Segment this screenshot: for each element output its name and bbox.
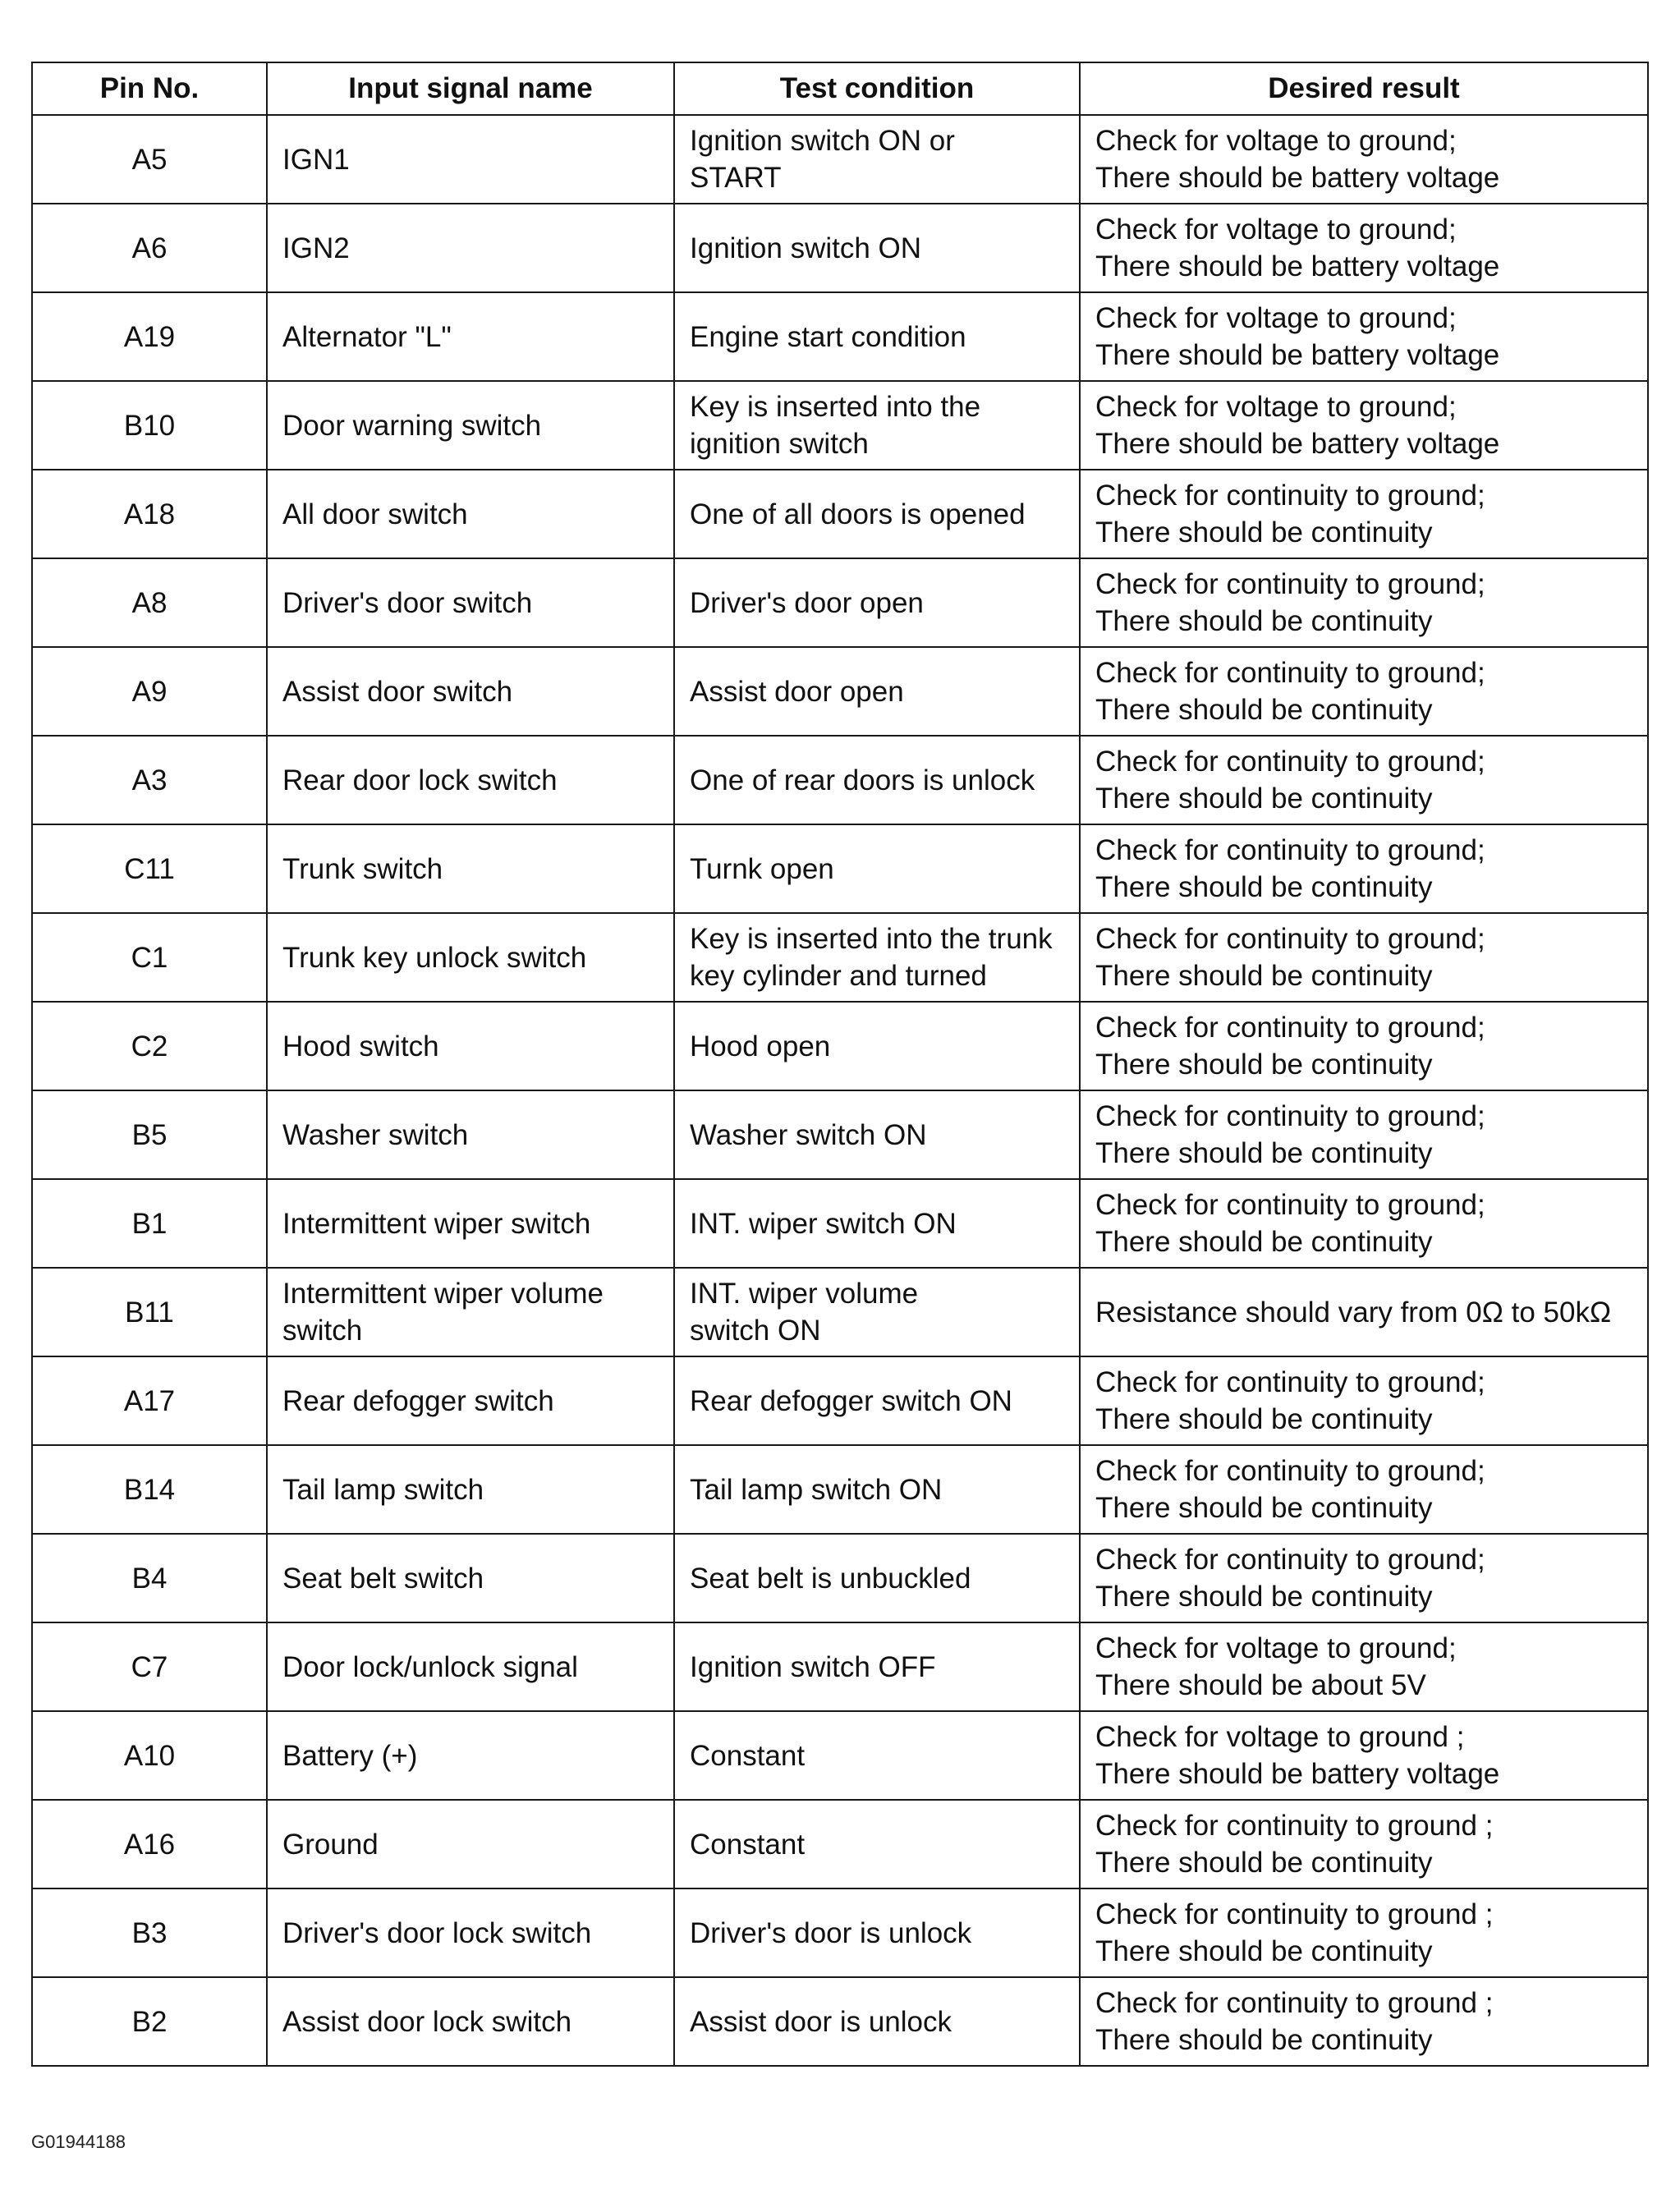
cell-pin-no: C7 bbox=[32, 1622, 267, 1711]
cell-pin-no: B4 bbox=[32, 1534, 267, 1622]
cell-test-condition: Turnk open bbox=[674, 824, 1080, 913]
cell-pin-no: B1 bbox=[32, 1179, 267, 1268]
table-row bbox=[32, 1179, 1648, 1268]
table-row bbox=[32, 292, 1648, 381]
cell-desired-result: Check for continuity to ground ; There should be continuity bbox=[1080, 1977, 1648, 2066]
cell-input-signal-name: Washer switch bbox=[267, 1090, 674, 1179]
cell-test-condition: Driver's door is unlock bbox=[674, 1888, 1080, 1977]
figure-code: G01944188 bbox=[31, 2132, 126, 2152]
cell-test-condition: INT. wiper volume switch ON bbox=[674, 1268, 1080, 1356]
table-row bbox=[32, 115, 1648, 204]
pin-test-table bbox=[31, 62, 1649, 2067]
table-row bbox=[32, 1090, 1648, 1179]
cell-pin-no: C1 bbox=[32, 913, 267, 1002]
cell-test-condition: INT. wiper switch ON bbox=[674, 1179, 1080, 1268]
cell-desired-result: Check for voltage to ground; There should be battery voltage bbox=[1080, 292, 1648, 381]
cell-desired-result: Check for continuity to ground; There should be continuity bbox=[1080, 736, 1648, 824]
cell-pin-no: A18 bbox=[32, 470, 267, 558]
cell-test-condition: Seat belt is unbuckled bbox=[674, 1534, 1080, 1622]
header-input-signal-name: Input signal name bbox=[267, 62, 674, 115]
cell-test-condition: Driver's door open bbox=[674, 558, 1080, 647]
cell-input-signal-name: Rear defogger switch bbox=[267, 1356, 674, 1445]
cell-test-condition: One of all doors is opened bbox=[674, 470, 1080, 558]
table-row bbox=[32, 1888, 1648, 1977]
cell-input-signal-name: IGN1 bbox=[267, 115, 674, 204]
cell-test-condition: Key is inserted into the trunk key cylinder and turned bbox=[674, 913, 1080, 1002]
cell-input-signal-name: Driver's door switch bbox=[267, 558, 674, 647]
cell-input-signal-name: Tail lamp switch bbox=[267, 1445, 674, 1534]
table-row bbox=[32, 381, 1648, 470]
cell-input-signal-name: Intermittent wiper volume switch bbox=[267, 1268, 674, 1356]
cell-input-signal-name: Ground bbox=[267, 1800, 674, 1888]
table-row bbox=[32, 1711, 1648, 1800]
cell-test-condition: Washer switch ON bbox=[674, 1090, 1080, 1179]
header-pin-no: Pin No. bbox=[32, 62, 267, 115]
cell-input-signal-name: Alternator "L" bbox=[267, 292, 674, 381]
cell-desired-result: Check for continuity to ground; There should be continuity bbox=[1080, 1002, 1648, 1090]
cell-test-condition: Constant bbox=[674, 1800, 1080, 1888]
cell-input-signal-name: Rear door lock switch bbox=[267, 736, 674, 824]
cell-input-signal-name: Trunk switch bbox=[267, 824, 674, 913]
cell-desired-result: Check for continuity to ground; There should be continuity bbox=[1080, 824, 1648, 913]
cell-pin-no: A16 bbox=[32, 1800, 267, 1888]
cell-pin-no: A9 bbox=[32, 647, 267, 736]
cell-pin-no: A6 bbox=[32, 204, 267, 292]
cell-input-signal-name: All door switch bbox=[267, 470, 674, 558]
table-row bbox=[32, 1534, 1648, 1622]
cell-test-condition: Constant bbox=[674, 1711, 1080, 1800]
cell-pin-no: B3 bbox=[32, 1888, 267, 1977]
cell-desired-result: Check for continuity to ground ; There should be continuity bbox=[1080, 1888, 1648, 1977]
cell-desired-result: Check for continuity to ground; There should be continuity bbox=[1080, 1356, 1648, 1445]
cell-pin-no: A3 bbox=[32, 736, 267, 824]
cell-input-signal-name: Assist door lock switch bbox=[267, 1977, 674, 2066]
cell-pin-no: B5 bbox=[32, 1090, 267, 1179]
cell-test-condition: Key is inserted into the ignition switch bbox=[674, 381, 1080, 470]
table-row bbox=[32, 1268, 1648, 1356]
cell-input-signal-name: Intermittent wiper switch bbox=[267, 1179, 674, 1268]
cell-test-condition: Ignition switch ON or START bbox=[674, 115, 1080, 204]
cell-test-condition: Assist door open bbox=[674, 647, 1080, 736]
cell-test-condition: Engine start condition bbox=[674, 292, 1080, 381]
table-row bbox=[32, 1622, 1648, 1711]
cell-pin-no: B14 bbox=[32, 1445, 267, 1534]
cell-desired-result: Check for continuity to ground; There should be continuity bbox=[1080, 1534, 1648, 1622]
table-row bbox=[32, 1445, 1648, 1534]
cell-desired-result: Check for voltage to ground; There should be battery voltage bbox=[1080, 381, 1648, 470]
cell-desired-result: Check for continuity to ground ; There should be continuity bbox=[1080, 1800, 1648, 1888]
cell-pin-no: B10 bbox=[32, 381, 267, 470]
cell-input-signal-name: Door lock/unlock signal bbox=[267, 1622, 674, 1711]
cell-pin-no: B11 bbox=[32, 1268, 267, 1356]
table-row bbox=[32, 1356, 1648, 1445]
cell-desired-result: Resistance should vary from 0Ω to 50kΩ bbox=[1080, 1268, 1648, 1356]
table-row bbox=[32, 824, 1648, 913]
table-row bbox=[32, 736, 1648, 824]
cell-input-signal-name: Door warning switch bbox=[267, 381, 674, 470]
table-row bbox=[32, 913, 1648, 1002]
table-row bbox=[32, 1800, 1648, 1888]
table-row bbox=[32, 558, 1648, 647]
cell-desired-result: Check for continuity to ground; There should be continuity bbox=[1080, 1090, 1648, 1179]
cell-pin-no: C11 bbox=[32, 824, 267, 913]
table-row bbox=[32, 1002, 1648, 1090]
cell-test-condition: Hood open bbox=[674, 1002, 1080, 1090]
table-row bbox=[32, 470, 1648, 558]
cell-desired-result: Check for voltage to ground; There should be battery voltage bbox=[1080, 204, 1648, 292]
cell-test-condition: Ignition switch ON bbox=[674, 204, 1080, 292]
cell-pin-no: C2 bbox=[32, 1002, 267, 1090]
table-row bbox=[32, 204, 1648, 292]
cell-desired-result: Check for continuity to ground; There should be continuity bbox=[1080, 913, 1648, 1002]
table-header-row bbox=[32, 62, 1648, 115]
cell-input-signal-name: Driver's door lock switch bbox=[267, 1888, 674, 1977]
cell-input-signal-name: Hood switch bbox=[267, 1002, 674, 1090]
cell-desired-result: Check for voltage to ground ; There should be battery voltage bbox=[1080, 1711, 1648, 1800]
cell-desired-result: Check for continuity to ground; There should be continuity bbox=[1080, 647, 1648, 736]
cell-pin-no: A17 bbox=[32, 1356, 267, 1445]
cell-test-condition: Ignition switch OFF bbox=[674, 1622, 1080, 1711]
table-body bbox=[32, 115, 1648, 2066]
cell-pin-no: A8 bbox=[32, 558, 267, 647]
table-row bbox=[32, 1977, 1648, 2066]
cell-input-signal-name: Seat belt switch bbox=[267, 1534, 674, 1622]
cell-desired-result: Check for voltage to ground; There should be about 5V bbox=[1080, 1622, 1648, 1711]
cell-pin-no: A5 bbox=[32, 115, 267, 204]
cell-desired-result: Check for continuity to ground; There should be continuity bbox=[1080, 1445, 1648, 1534]
cell-desired-result: Check for continuity to ground; There should be continuity bbox=[1080, 1179, 1648, 1268]
header-test-condition: Test condition bbox=[674, 62, 1080, 115]
cell-test-condition: Assist door is unlock bbox=[674, 1977, 1080, 2066]
cell-input-signal-name: Assist door switch bbox=[267, 647, 674, 736]
cell-test-condition: Tail lamp switch ON bbox=[674, 1445, 1080, 1534]
cell-pin-no: A19 bbox=[32, 292, 267, 381]
header-desired-result: Desired result bbox=[1080, 62, 1648, 115]
cell-test-condition: One of rear doors is unlock bbox=[674, 736, 1080, 824]
cell-desired-result: Check for voltage to ground; There should be battery voltage bbox=[1080, 115, 1648, 204]
cell-input-signal-name: Battery (+) bbox=[267, 1711, 674, 1800]
cell-desired-result: Check for continuity to ground; There should be continuity bbox=[1080, 558, 1648, 647]
cell-desired-result: Check for continuity to ground; There should be continuity bbox=[1080, 470, 1648, 558]
cell-input-signal-name: Trunk key unlock switch bbox=[267, 913, 674, 1002]
table-row bbox=[32, 647, 1648, 736]
cell-test-condition: Rear defogger switch ON bbox=[674, 1356, 1080, 1445]
cell-input-signal-name: IGN2 bbox=[267, 204, 674, 292]
cell-pin-no: B2 bbox=[32, 1977, 267, 2066]
cell-pin-no: A10 bbox=[32, 1711, 267, 1800]
